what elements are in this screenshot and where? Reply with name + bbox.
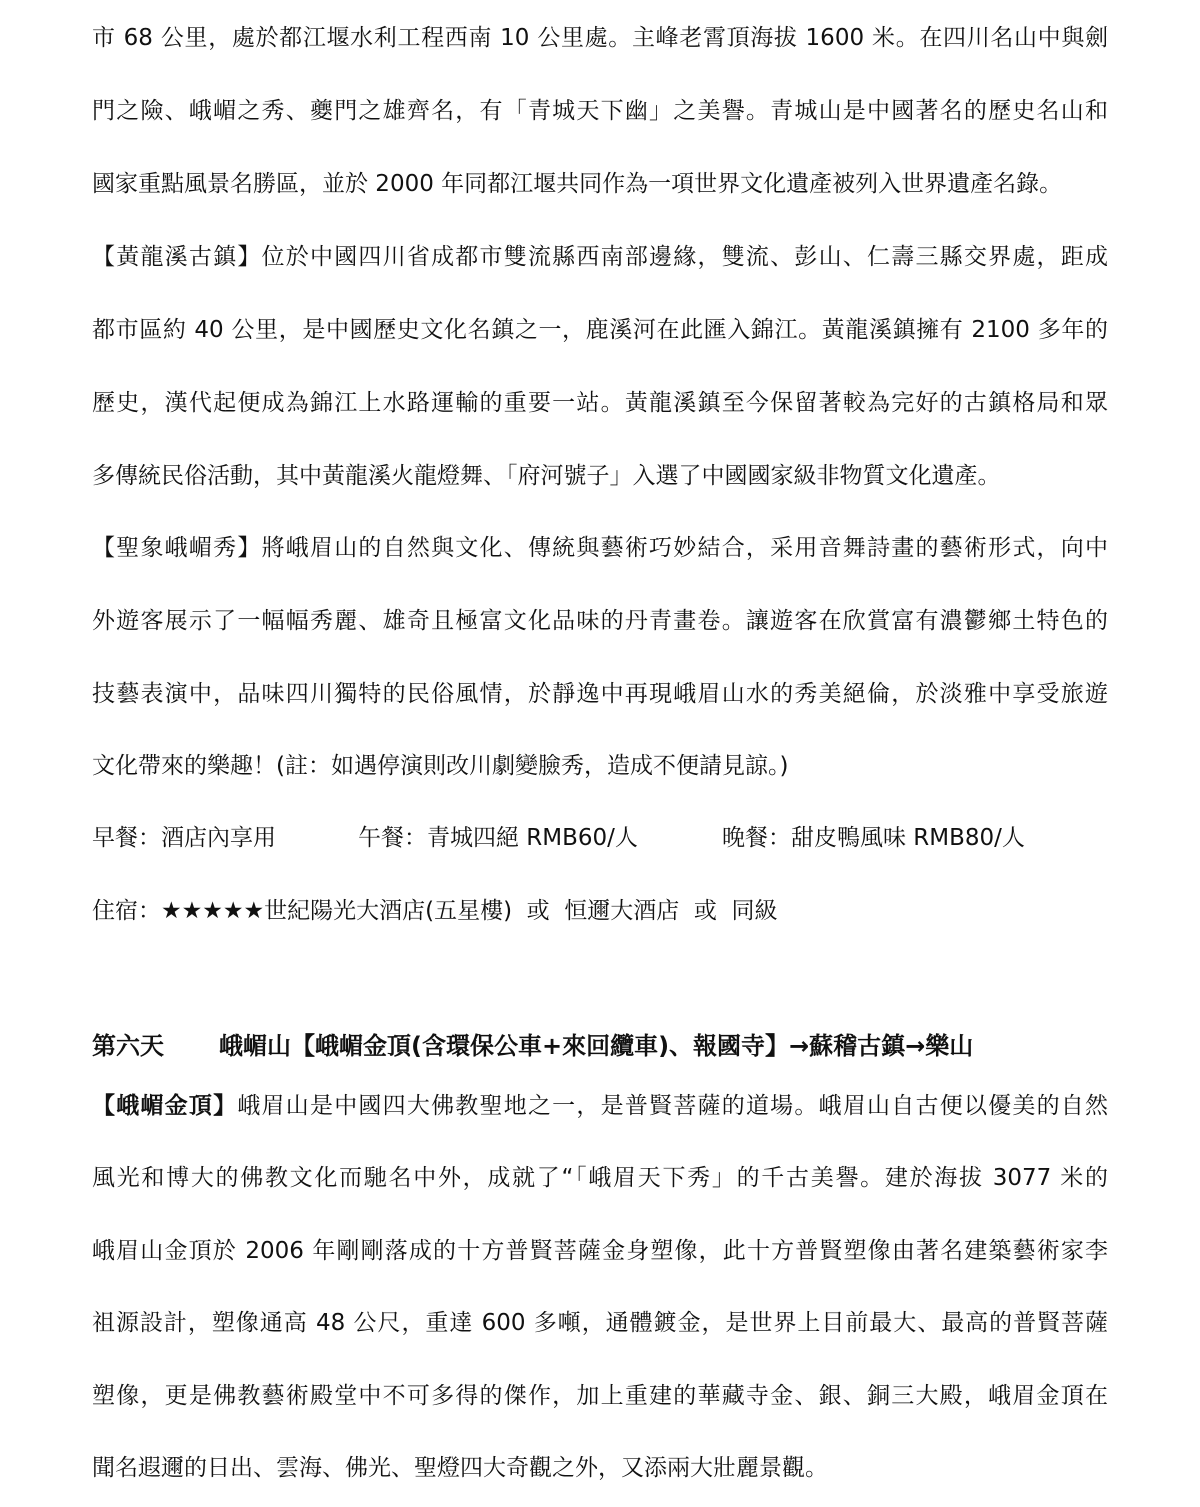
paragraph-line: 祖源設計，塑像通高 48 公尺，重達 600 多噸，通體鍍金，是世界上目前最大、最高的普賢菩薩 bbox=[92, 1310, 1108, 1336]
paragraph-line: 歷史，漢代起便成為錦江上水路運輸的重要一站。黃龍溪鎮至今保留著較為完好的古鎮格局和眾 bbox=[92, 390, 1108, 416]
paragraph-line: 國家重點風景名勝區，並於 2000 年同都江堰共同作為一項世界文化遺產被列入世界遺產名錄。 bbox=[92, 171, 1063, 197]
section-heading: 【峨嵋金頂】 bbox=[92, 1093, 238, 1119]
paragraph-line: 文化帶來的樂趣！(註：如遇停演則改川劇變臉秀，造成不便請見諒。) bbox=[92, 753, 789, 779]
paragraph-line bbox=[92, 1090, 1108, 1122]
paragraph-line: 多傳統民俗活動，其中黃龍溪火龍燈舞、「府河號子」入選了中國國家級非物質文化遺產。 bbox=[92, 463, 1001, 489]
accommodation-line: 住宿：★★★★★世紀陽光大酒店(五星樓) 或 恒邇大酒店 或 同級 bbox=[92, 898, 778, 924]
meal-lunch: 午餐：青城四絕 RMB60/人 bbox=[358, 825, 638, 851]
paragraph-line: 【黃龍溪古鎮】位於中國四川省成都市雙流縣西南部邊緣，雙流、彭山、仁壽三縣交界處，距成 bbox=[92, 244, 1108, 270]
meals-row bbox=[92, 822, 1108, 854]
meal-dinner: 晚餐：甜皮鴨風味 RMB80/人 bbox=[722, 825, 1025, 851]
paragraph-line: 門之險、峨嵋之秀、夔門之雄齊名，有「青城天下幽」之美譽。青城山是中國著名的歷史名山和 bbox=[92, 98, 1108, 124]
paragraph-line: 外遊客展示了一幅幅秀麗、雄奇且極富文化品味的丹青畫卷。讓遊客在欣賞富有濃鬱鄉土特色的 bbox=[92, 608, 1108, 634]
paragraph-line: 市 68 公里，處於都江堰水利工程西南 10 公里處。主峰老霄頂海拔 1600 米。在四川名山中與劍 bbox=[92, 25, 1108, 51]
paragraph-line: 風光和博大的佛教文化而馳名中外，成就了“「峨眉天下秀」的千古美譽。建於海拔 3077 米的 bbox=[92, 1165, 1108, 1191]
day-title: 峨嵋山【峨嵋金頂(含環保公車+來回纜車)、報國寺】→蘇稽古鎮→樂山 bbox=[219, 1032, 974, 1060]
paragraph-text: 峨眉山是中國四大佛教聖地之一，是普賢菩薩的道場。峨眉山自古便以優美的自然 bbox=[237, 1093, 1108, 1119]
paragraph-line: 塑像，更是佛教藝術殿堂中不可多得的傑作，加上重建的華藏寺金、銀、銅三大殿，峨眉金頂在 bbox=[92, 1383, 1108, 1409]
day-heading bbox=[92, 1030, 1108, 1062]
meal-breakfast: 早餐：酒店內享用 bbox=[92, 825, 276, 851]
paragraph-line: 【聖象峨嵋秀】將峨眉山的自然與文化、傳統與藝術巧妙結合，采用音舞詩畫的藝術形式，向中 bbox=[92, 535, 1108, 561]
paragraph-line: 技藝表演中，品味四川獨特的民俗風情，於靜逸中再現峨眉山水的秀美絕倫，於淡雅中享受旅遊 bbox=[92, 681, 1108, 707]
paragraph-line: 都市區約 40 公里，是中國歷史文化名鎮之一，鹿溪河在此匯入錦江。黃龍溪鎮擁有 2100 多年的 bbox=[92, 317, 1108, 343]
day-label: 第六天 bbox=[92, 1032, 164, 1060]
paragraph-line: 聞名遐邇的日出、雲海、佛光、聖燈四大奇觀之外，又添兩大壯麗景觀。 bbox=[92, 1455, 828, 1481]
paragraph-line: 峨眉山金頂於 2006 年剛剛落成的十方普賢菩薩金身塑像，此十方普賢塑像由著名建築藝術家李 bbox=[92, 1238, 1108, 1264]
